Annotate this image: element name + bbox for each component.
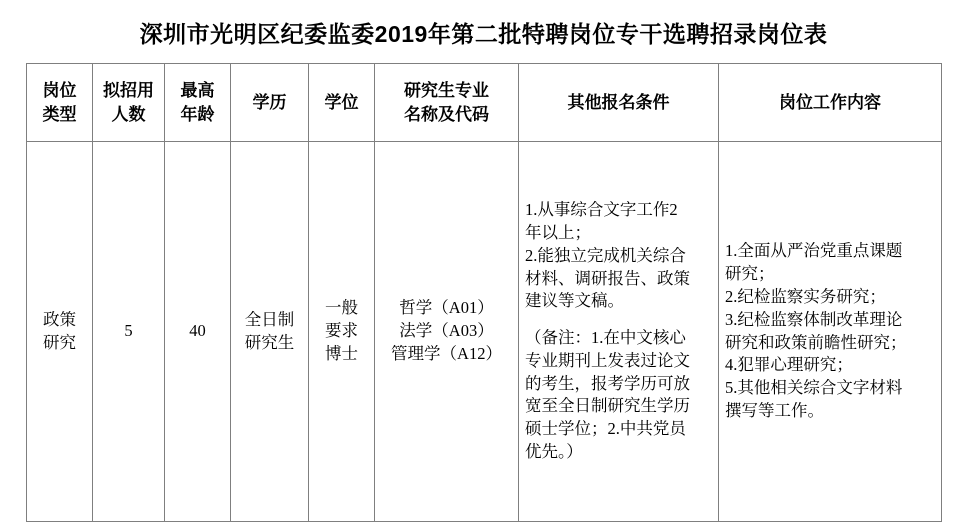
header-line: 岗位工作内容: [779, 92, 881, 112]
header-line: 学位: [324, 92, 359, 112]
column-header-education: [231, 64, 309, 142]
cell-line: 政策: [43, 309, 76, 329]
cell-line: 专业期刊上发表过论文: [525, 350, 690, 370]
cell-line: 1.全面从严治党重点课题: [725, 241, 903, 261]
table-container: [0, 63, 967, 522]
column-header-max-age: [165, 64, 231, 142]
table-row: [27, 142, 942, 522]
cell-line: 硕士学位；2.中共党员: [525, 419, 686, 439]
cell-max-age: 40: [165, 142, 231, 522]
cell-line: 哲学（A01）: [399, 298, 494, 318]
column-header-major: [375, 64, 519, 142]
cell-planned-count: 5: [93, 142, 165, 522]
header-line: 其他报名条件: [567, 92, 670, 112]
cell-line: 年以上；: [525, 223, 591, 243]
cell-line: 2.纪检监察实务研究；: [725, 286, 886, 306]
table-header-row: [27, 64, 942, 142]
header-line: 拟招用: [103, 81, 154, 101]
header-line: 学历: [252, 92, 287, 112]
column-header-planned-count: [93, 64, 165, 142]
header-line: 最高: [180, 81, 215, 101]
cell-line: 全日制: [244, 309, 295, 329]
cell-line: 法学（A03）: [399, 321, 494, 341]
cell-line: 5.其他相关综合文字材料: [725, 378, 903, 398]
cell-line: 研究和政策前瞻性研究；: [725, 332, 907, 352]
header-line: 名称及代码: [404, 104, 489, 124]
cell-line: 的考生，报考学历可放: [525, 373, 690, 393]
cell-other-conditions: [519, 142, 719, 522]
cell-job-duties: [719, 142, 942, 522]
cell-line: （备注：1.在中文核心: [525, 328, 686, 348]
column-header-degree: [309, 64, 375, 142]
cell-line: 建议等文稿。: [525, 291, 624, 311]
cell-line: 博士: [325, 343, 358, 363]
column-header-other-conditions: [519, 64, 719, 142]
cell-education: [231, 142, 309, 522]
cell-line: 2.能独立完成机关综合: [525, 245, 686, 265]
recruitment-positions-table: [26, 63, 942, 522]
cell-line: 材料、调研报告、政策: [525, 268, 690, 288]
cell-line: 优先。）: [525, 441, 583, 461]
cell-line: 管理学（A12）: [391, 343, 502, 363]
header-line: 岗位: [42, 81, 77, 101]
cell-major: [375, 142, 519, 522]
cell-line: 研究: [43, 332, 76, 352]
cell-job-type: [27, 142, 93, 522]
cell-line: 宽至全日制研究生学历: [525, 396, 690, 416]
header-line: 年龄: [180, 104, 215, 124]
header-line: 研究生专业: [404, 81, 489, 101]
cell-line: 要求: [325, 321, 358, 341]
page-title: 深圳市光明区纪委监委2019年第二批特聘岗位专干选聘招录岗位表: [139, 21, 828, 47]
column-header-job-type: [27, 64, 93, 142]
cell-line: 3.纪检监察体制改革理论: [725, 309, 903, 329]
column-header-job-duties: [719, 64, 942, 142]
cell-line: 研究生: [244, 332, 295, 352]
cell-degree: [309, 142, 375, 522]
header-line: 类型: [42, 104, 77, 124]
cell-line: 撰写等工作。: [725, 400, 824, 420]
cell-line: 研究；: [725, 264, 775, 284]
cell-line: 1.从事综合文字工作2: [525, 200, 678, 220]
cell-line: 一般: [325, 298, 358, 318]
cell-line: 4.犯罪心理研究；: [725, 355, 853, 375]
header-line: 人数: [111, 104, 146, 124]
